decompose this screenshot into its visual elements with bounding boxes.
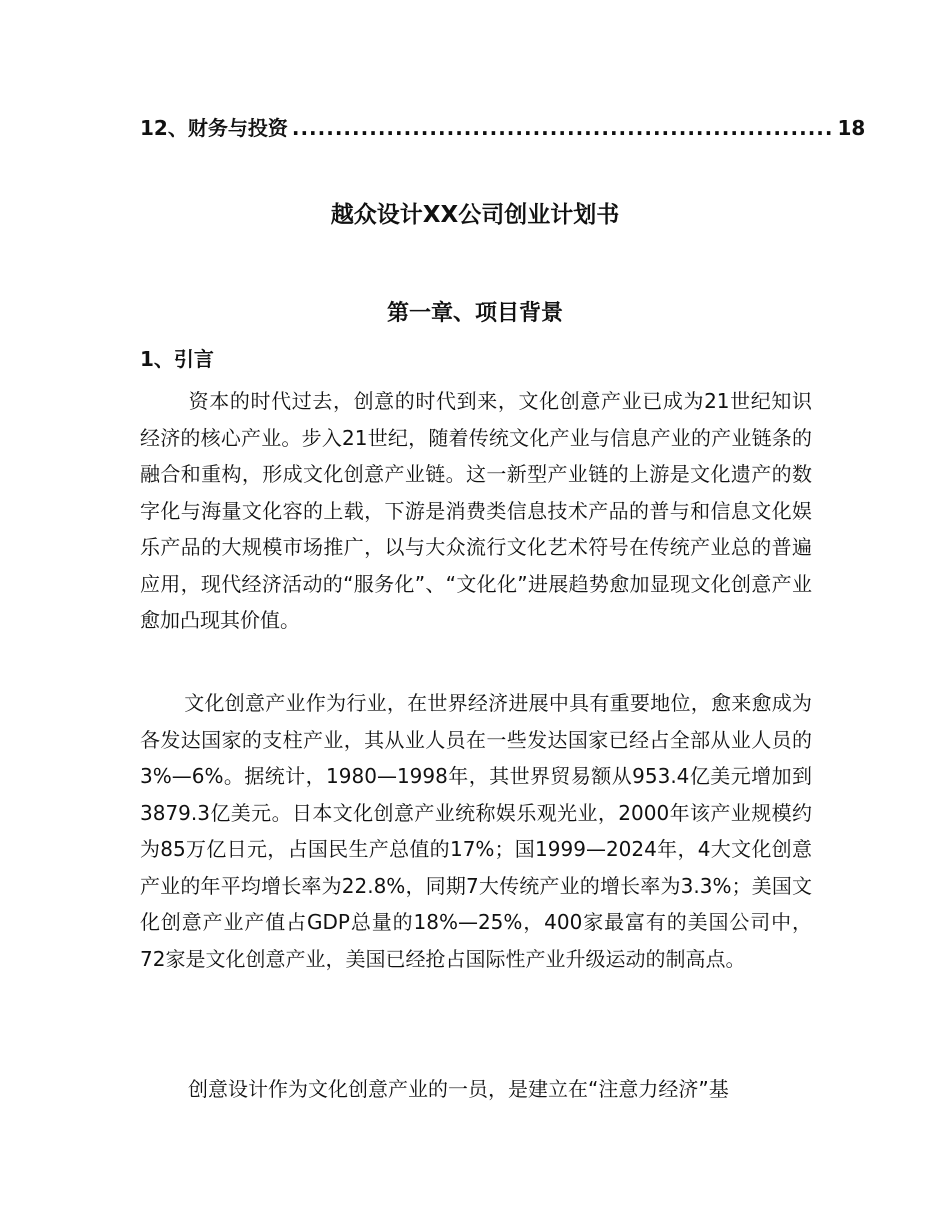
section-heading: 1、引言 (140, 347, 214, 371)
body-paragraph (140, 685, 812, 977)
toc-entry-label: 12、财务与投资 (140, 116, 288, 140)
paragraph-text: 文化创意产业作为行业，在世界经济进展中具有重要地位，愈来愈成为各发达国家的支柱产业，其从业人员在一些发达国家已经占全部从业人员的3%—6%。据统计，1980—1998年，其世界贸易额从953.4亿美元增加到3879.3亿美元。日本文化创意产业统称娱乐观光业，2000年该产业规模约为85万亿日元，占国民生产总值的17%；国1999—2024年，4大文化创意产业的年平均增长率为22.8%，同期7大传统产业的增长率为3.3%；美国文化创意产业产值占GDP总量的18%—25%，400家最富有的美国公司中，72家是文化创意产业，美国已经抢占国际性产业升级运动的制高点。 (140, 691, 812, 971)
document-title: 越众设计XX公司创业计划书 (330, 202, 620, 228)
toc-page-number: 18 (837, 116, 866, 140)
body-paragraph (140, 383, 812, 639)
toc-entry[interactable] (140, 111, 866, 145)
chapter-title: 第一章、项目背景 (386, 301, 563, 326)
paragraph-text: 创意设计作为文化创意产业的一员，是建立在“注意力经济”基 (188, 1077, 729, 1101)
toc-leader-dots: ............................................................... (291, 116, 834, 140)
body-paragraph (140, 1071, 812, 1108)
paragraph-text: 资本的时代过去，创意的时代到来，文化创意产业已成为21世纪知识经济的核心产业。步入21世纪，随着传统文化产业与信息产业的产业链条的融合和重构，形成文化创意产业链。这一新型产业链的上游是文化遗产的数字化与海量文化容的上载，下游是消费类信息技术产品的普与和信息文化娱乐产品的大规模市场推广，以与大众流行文化艺术符号在传统产业总的普遍应用，现代经济活动的“服务化”、“文化化”进展趋势愈加显现文化创意产业愈加凸现其价值。 (140, 389, 812, 632)
